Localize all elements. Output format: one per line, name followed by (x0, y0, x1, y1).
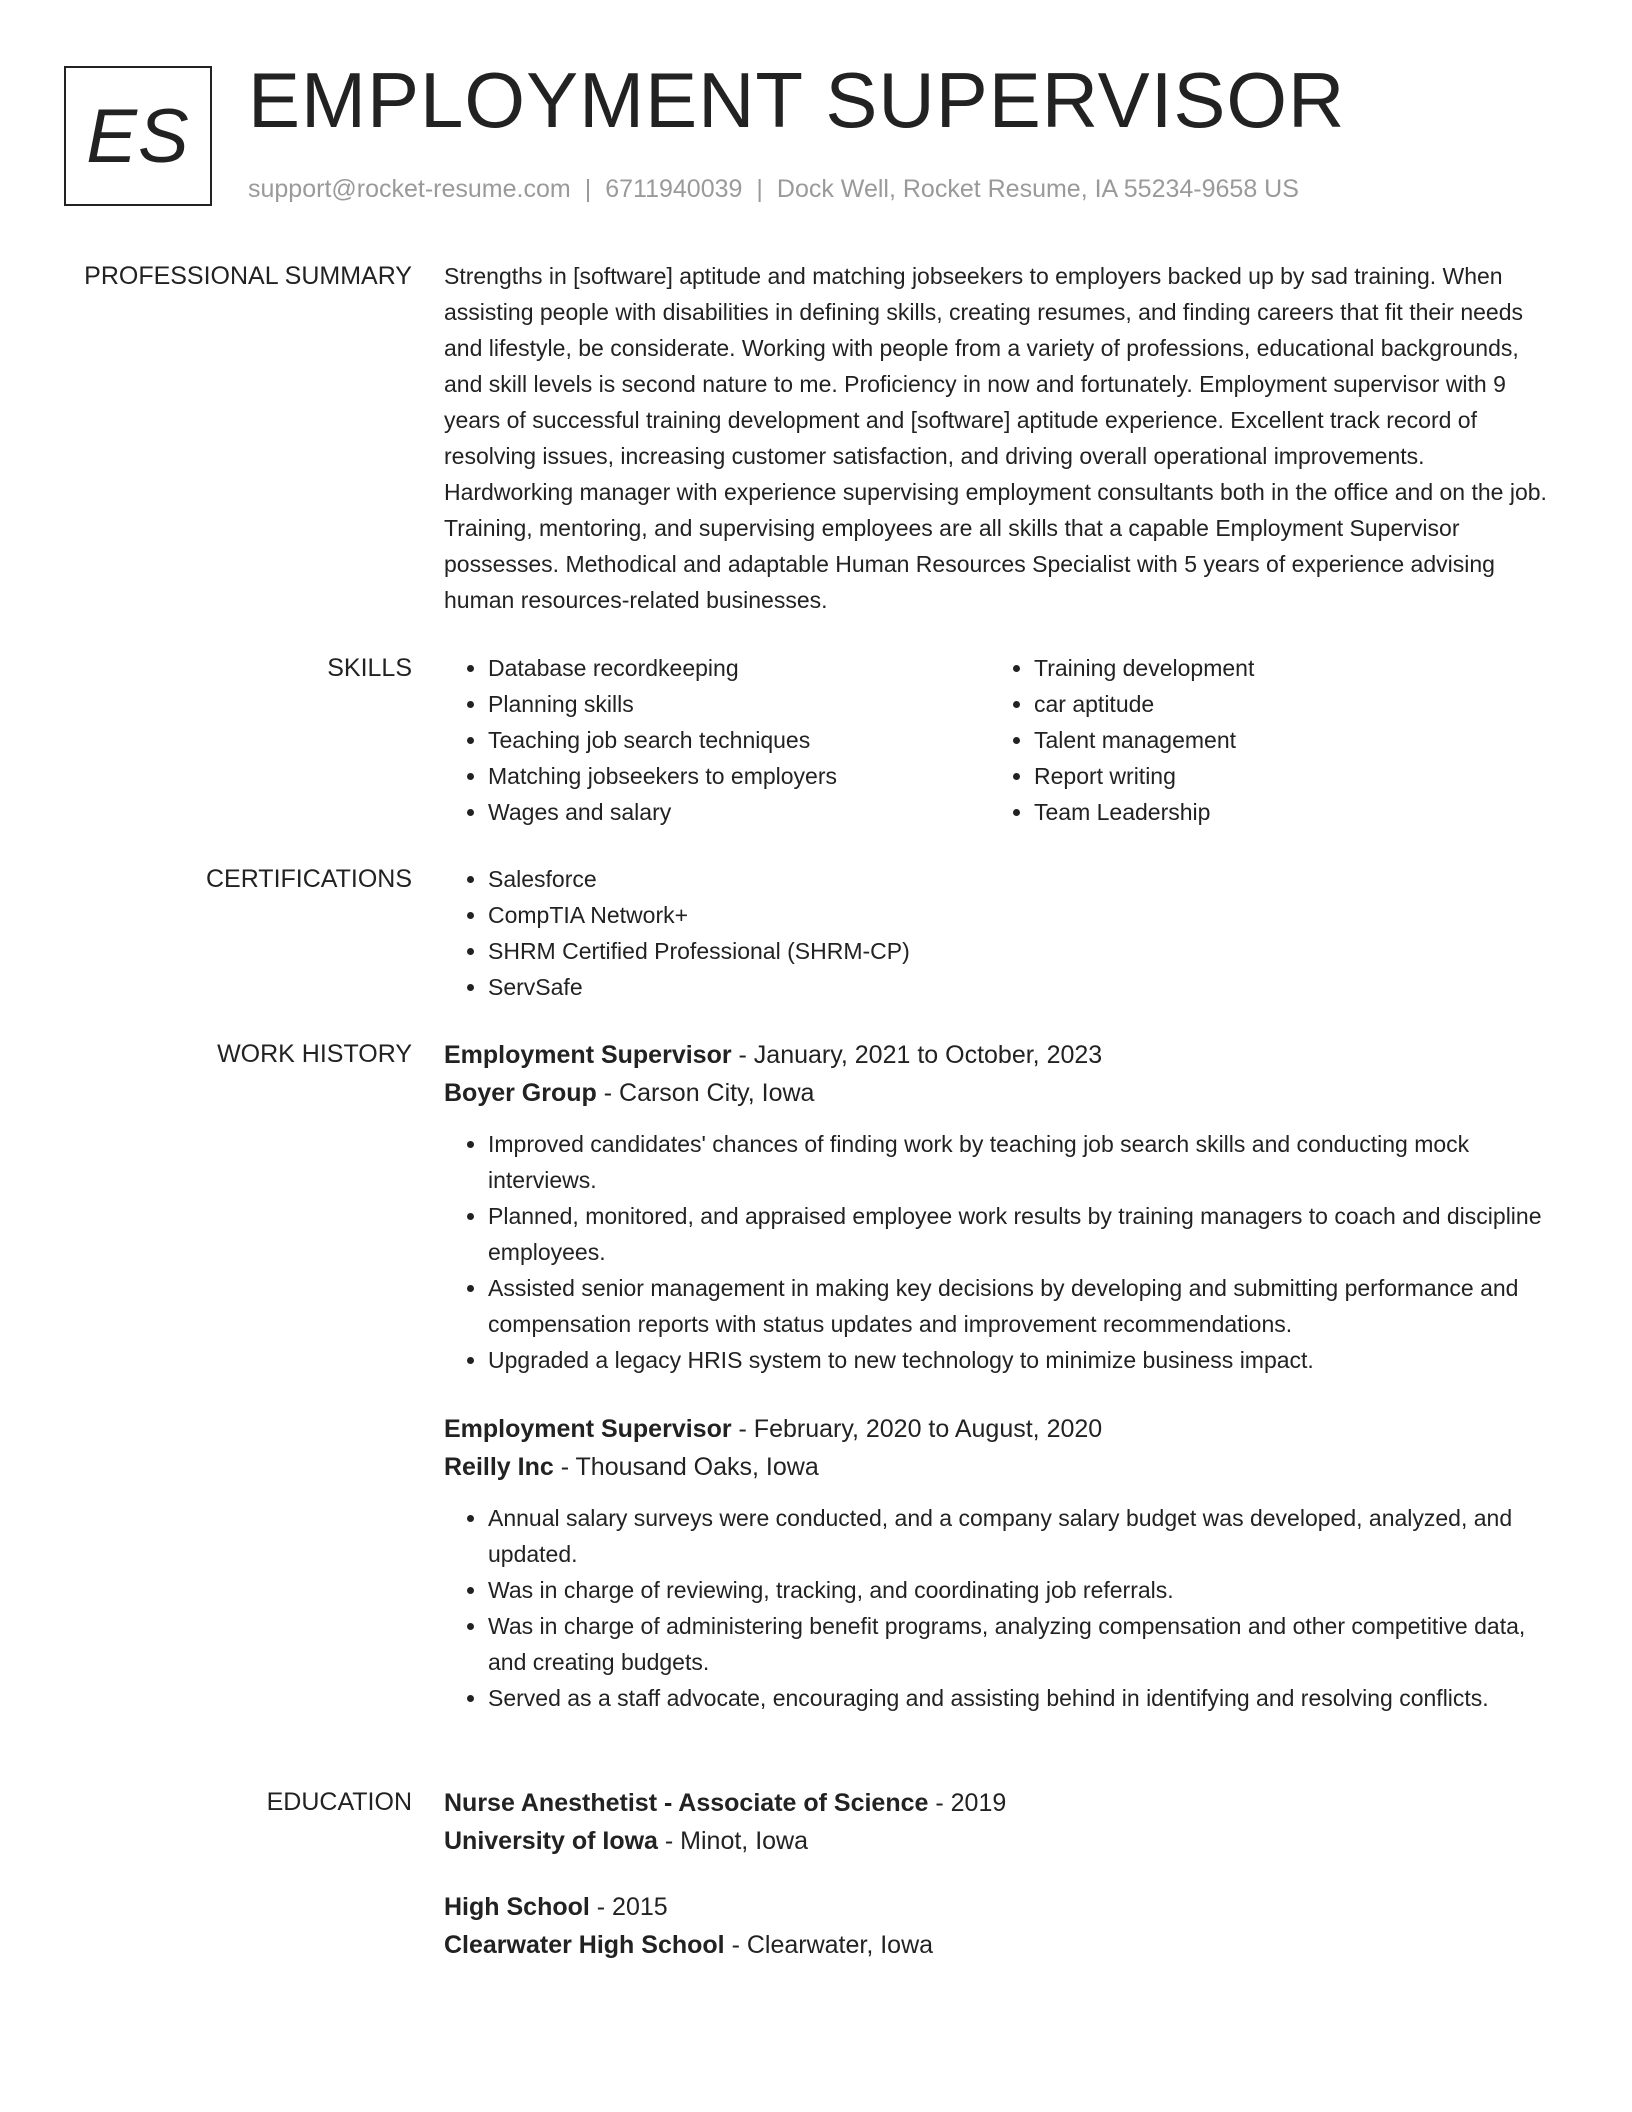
job-location: - Thousand Oaks, Iowa (553, 1453, 819, 1481)
skill-item: • Talent management (1034, 722, 1536, 758)
monogram-logo: ES (64, 66, 212, 206)
skill-item: • Planning skills (488, 686, 990, 722)
job-bullet: • Served as a staff advocate, encouraging and assisting behind in identifying and resolving conflicts. (488, 1680, 1554, 1716)
job-dates: - February, 2020 to August, 2020 (731, 1415, 1103, 1443)
skill-item: • car aptitude (1034, 686, 1536, 722)
contact-email[interactable]: support@rocket-resume.com (248, 175, 571, 203)
section-title: SKILLS (327, 654, 412, 682)
education-year: - 2019 (928, 1789, 1007, 1817)
contact-address: Dock Well, Rocket Resume, IA 55234-9658 US (776, 175, 1299, 203)
skills-list-left (444, 650, 990, 830)
job-company: Reilly Inc (444, 1453, 554, 1481)
section-title: PROFESSIONAL SUMMARY (84, 262, 412, 290)
skill-item: • Matching jobseekers to employers (488, 758, 990, 794)
skill-item: • Report writing (1034, 758, 1536, 794)
summary-text: Strengths in [software] aptitude and matching jobseekers to employers backed up by sad training. When assisting people with disabilities in defining skills, creating resumes, and finding careers that fit their needs and lifestyle, be considerate. Working with people from a variety of professions, educational backgrounds, and skill levels is second nature to me. Proficiency in now and fortunately. Employment supervisor with 9 years of successful training development and [software] aptitude experience. Excellent track record of resolving issues, increasing customer satisfaction, and driving overall operational improvements. Hardworking manager with experience supervising employment consultants both in the office and on the job. Training, mentoring, and supervising employees are all skills that a capable Employment Supervisor possesses. Methodical and adaptable Human Resources Specialist with 5 years of experience advising human resources-related businesses. (444, 263, 1547, 613)
section-title: CERTIFICATIONS (205, 865, 412, 893)
education-school: University of Iowa (444, 1827, 658, 1855)
job-bullet: • Upgraded a legacy HRIS system to new technology to minimize business impact. (488, 1342, 1554, 1378)
education-location: - Minot, Iowa (657, 1827, 809, 1855)
skill-item: • Teaching job search techniques (488, 722, 990, 758)
certification-item: • SHRM Certified Professional (SHRM-CP) (488, 933, 1554, 969)
skills-list-right (990, 650, 1536, 830)
education-degree: High School (444, 1893, 590, 1921)
job-bullets (444, 1126, 1554, 1378)
certifications-body (444, 861, 1554, 1005)
job-company-line (444, 1074, 1554, 1112)
certifications-list (444, 861, 1554, 1005)
education-degree: Nurse Anesthetist - Associate of Science (444, 1789, 929, 1817)
resume-name: EMPLOYMENT SUPERVISOR (248, 56, 1346, 144)
education-school-line (444, 1926, 1554, 1964)
job-title-line (444, 1036, 1554, 1074)
job-bullet: • Improved candidates' chances of finding work by teaching job search skills and conducting mock interviews. (488, 1126, 1554, 1198)
contact-separator: | (584, 175, 592, 203)
education-school-line (444, 1822, 1554, 1860)
job-dates: - January, 2021 to October, 2023 (731, 1041, 1103, 1069)
certification-item: • CompTIA Network+ (488, 897, 1554, 933)
education-degree-line (444, 1888, 1554, 1926)
education-body (444, 1784, 1554, 1992)
job-bullet: • Annual salary surveys were conducted, and a company salary budget was developed, analyzed, and updated. (488, 1500, 1554, 1572)
job-bullet: • Was in charge of administering benefit programs, analyzing compensation and other competitive data, and creating budgets. (488, 1608, 1554, 1680)
contact-separator: | (756, 175, 763, 203)
education-degree-line (444, 1784, 1554, 1822)
job-bullets (444, 1500, 1554, 1716)
job-role: Employment Supervisor (444, 1415, 732, 1443)
education-entry (444, 1888, 1554, 1964)
skill-item: • Training development (1034, 650, 1536, 686)
job-title-line (444, 1410, 1554, 1448)
job-entry (444, 1410, 1554, 1716)
education-year: - 2015 (589, 1893, 668, 1921)
contact-phone[interactable]: 6711940039 (605, 175, 743, 203)
job-bullet: • Planned, monitored, and appraised employee work results by training managers to coach and discipline employees. (488, 1198, 1554, 1270)
skills-columns (444, 650, 1554, 830)
job-entry (444, 1036, 1554, 1378)
skill-item: • Database recordkeeping (488, 650, 990, 686)
job-company-line (444, 1448, 1554, 1486)
job-role: Employment Supervisor (444, 1041, 732, 1069)
education-entry (444, 1784, 1554, 1860)
section-title: WORK HISTORY (217, 1040, 412, 1068)
certification-item: • Salesforce (488, 861, 1554, 897)
job-bullet: • Was in charge of reviewing, tracking, and coordinating job referrals. (488, 1572, 1554, 1608)
job-location: - Carson City, Iowa (596, 1079, 815, 1107)
education-location: - Clearwater, Iowa (724, 1931, 934, 1959)
skill-item: • Wages and salary (488, 794, 990, 830)
job-company: Boyer Group (444, 1079, 597, 1107)
skill-item: • Team Leadership (1034, 794, 1536, 830)
contact-line (248, 172, 1299, 206)
education-school: Clearwater High School (444, 1931, 725, 1959)
certification-item: • ServSafe (488, 969, 1554, 1005)
section-title: EDUCATION (266, 1788, 412, 1816)
job-bullet: • Assisted senior management in making key decisions by developing and submitting performance and compensation reports with status updates and improvement recommendations. (488, 1270, 1554, 1342)
